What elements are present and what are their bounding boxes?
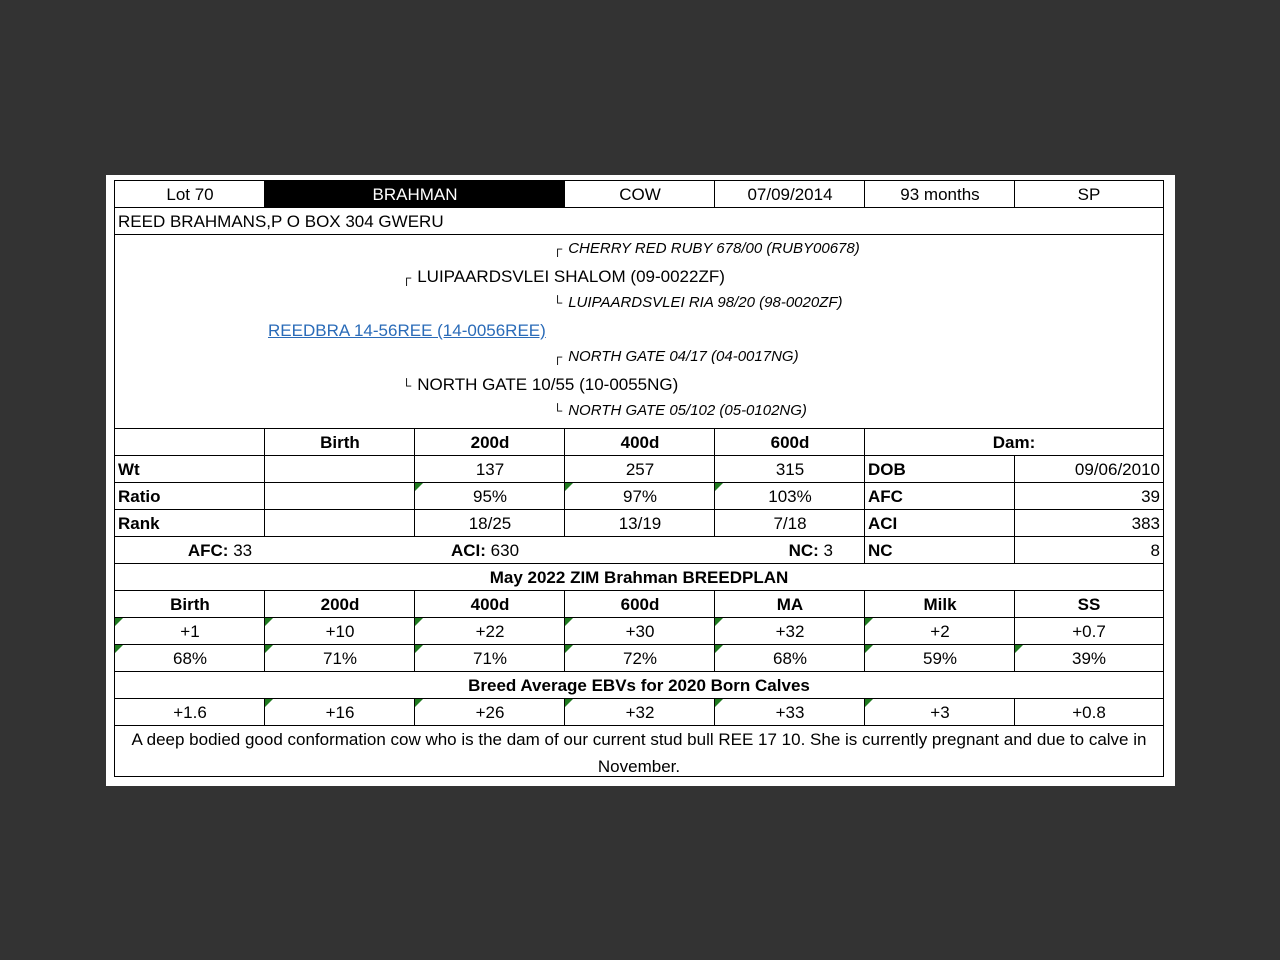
comment-flag-icon[interactable] bbox=[565, 483, 573, 491]
pedigree-sire bbox=[402, 267, 725, 287]
breedplan-title: May 2022 ZIM Brahman BREEDPLAN bbox=[489, 567, 789, 587]
perf-row-label: Rank bbox=[118, 513, 160, 533]
comment-flag-icon[interactable] bbox=[1015, 645, 1023, 653]
grid-line bbox=[564, 181, 565, 208]
breed-average-value: +16 bbox=[325, 702, 355, 722]
perf-cell bbox=[265, 456, 415, 483]
grid-line bbox=[115, 563, 1163, 564]
pedigree-sire-dam bbox=[553, 294, 843, 311]
breed-average-value: +3 bbox=[930, 702, 950, 722]
comment-flag-icon[interactable] bbox=[415, 618, 423, 626]
bracket-bottom-icon: └ bbox=[402, 378, 412, 393]
ebv-accuracy: 68% bbox=[772, 648, 808, 668]
grid-line bbox=[1014, 456, 1015, 564]
grid-line bbox=[864, 429, 865, 564]
ebv-value: +1 bbox=[180, 621, 200, 641]
comment-flag-icon[interactable] bbox=[415, 645, 423, 653]
ebv-col-header: Birth bbox=[170, 594, 210, 614]
lot-number: Lot 70 bbox=[166, 184, 214, 204]
grid-line bbox=[864, 591, 865, 672]
breed-average-value: +0.8 bbox=[1072, 702, 1106, 722]
perf-col-400d: 400d bbox=[620, 432, 660, 452]
ebv-value: +32 bbox=[775, 621, 805, 641]
cow-nc: NC: 3 bbox=[788, 540, 833, 560]
perf-cell: 18/25 bbox=[468, 513, 512, 533]
sex-label: COW bbox=[619, 184, 661, 204]
grid-line bbox=[115, 207, 1163, 208]
ebv-value: +30 bbox=[625, 621, 655, 641]
perf-cell: 103% bbox=[768, 486, 812, 506]
grid-line bbox=[115, 482, 1163, 483]
dam-info-label: DOB bbox=[868, 459, 906, 479]
ebv-col-header: 400d bbox=[470, 594, 510, 614]
dam-sire-name: NORTH GATE 04/17 (04-0017NG) bbox=[568, 348, 799, 365]
comment-flag-icon[interactable] bbox=[265, 699, 273, 707]
grid-line bbox=[115, 725, 1163, 726]
ebv-col-header: Milk bbox=[923, 594, 957, 614]
animal-name-link[interactable]: REEDBRA 14-56REE (14-0056REE) bbox=[268, 321, 546, 340]
grid-line bbox=[714, 181, 715, 208]
perf-row-label: Wt bbox=[118, 459, 140, 479]
perf-col-birth: Birth bbox=[320, 432, 360, 452]
grid-line bbox=[414, 591, 415, 672]
comment-flag-icon[interactable] bbox=[265, 645, 273, 653]
comment-flag-icon[interactable] bbox=[865, 618, 873, 626]
pedigree-dam-dam bbox=[553, 402, 807, 419]
perf-cell: 13/19 bbox=[618, 513, 662, 533]
comment-flag-icon[interactable] bbox=[865, 699, 873, 707]
comment-flag-icon[interactable] bbox=[715, 483, 723, 491]
comment-flag-icon[interactable] bbox=[715, 618, 723, 626]
dam-info-title: Dam: bbox=[992, 432, 1036, 452]
ebv-value: +0.7 bbox=[1072, 621, 1106, 641]
ebv-col-header: 600d bbox=[620, 594, 660, 614]
dam-info-label: AFC bbox=[868, 486, 903, 506]
dam-name: NORTH GATE 10/55 (10-0055NG) bbox=[417, 375, 679, 394]
comment-flag-icon[interactable] bbox=[715, 699, 723, 707]
perf-cell: 7/18 bbox=[773, 513, 807, 533]
ebv-accuracy: 71% bbox=[322, 648, 358, 668]
dam-info-value: 383 bbox=[1131, 513, 1160, 533]
age-label: 93 months bbox=[900, 184, 980, 204]
comment-flag-icon[interactable] bbox=[565, 645, 573, 653]
pedigree-dam bbox=[402, 375, 678, 395]
bracket-bottom-icon: └ bbox=[553, 403, 563, 418]
dam-info-label: NC bbox=[868, 540, 893, 560]
perf-cell: 95% bbox=[472, 486, 508, 506]
comment-flag-icon[interactable] bbox=[115, 645, 123, 653]
grid-line bbox=[115, 509, 1163, 510]
breed-label: BRAHMAN bbox=[265, 181, 565, 208]
perf-col-200d: 200d bbox=[470, 432, 510, 452]
ebv-accuracy: 71% bbox=[472, 648, 508, 668]
lot-sheet bbox=[106, 175, 1175, 786]
grid-line bbox=[564, 591, 565, 672]
cow-afc: AFC: 33 bbox=[187, 540, 253, 560]
ebv-value: +22 bbox=[475, 621, 505, 641]
grid-line bbox=[115, 428, 1163, 429]
comment-flag-icon[interactable] bbox=[565, 699, 573, 707]
grid-line bbox=[115, 590, 1163, 591]
breed-average-value: +32 bbox=[625, 702, 655, 722]
ebv-col-header: SS bbox=[1077, 594, 1101, 614]
dam-info-label: ACI bbox=[868, 513, 898, 533]
comment-flag-icon[interactable] bbox=[415, 699, 423, 707]
bracket-bottom-icon: └ bbox=[553, 295, 563, 310]
grid-line bbox=[864, 181, 865, 208]
comment-flag-icon[interactable] bbox=[115, 618, 123, 626]
perf-cell: 315 bbox=[775, 459, 805, 479]
bracket-top-icon: ┌ bbox=[402, 270, 412, 285]
bracket-top-icon: ┌ bbox=[553, 349, 563, 364]
sire-name: LUIPAARDSVLEI SHALOM (09-0022ZF) bbox=[417, 267, 725, 286]
perf-cell: 97% bbox=[622, 486, 658, 506]
perf-cell bbox=[265, 510, 415, 537]
comment-flag-icon[interactable] bbox=[565, 618, 573, 626]
pedigree-sire-sire bbox=[553, 240, 860, 257]
breed-average-title: Breed Average EBVs for 2020 Born Calves bbox=[468, 675, 810, 695]
grid-line bbox=[264, 591, 265, 672]
ebv-accuracy: 68% bbox=[172, 648, 208, 668]
ebv-col-header: MA bbox=[776, 594, 804, 614]
ebv-accuracy: 39% bbox=[1071, 648, 1107, 668]
perf-col-600d: 600d bbox=[770, 432, 810, 452]
bracket-top-icon: ┌ bbox=[553, 241, 563, 256]
sire-sire-name: CHERRY RED RUBY 678/00 (RUBY00678) bbox=[568, 240, 860, 257]
ebv-value: +2 bbox=[930, 621, 950, 641]
perf-cell: 137 bbox=[475, 459, 505, 479]
grid-line bbox=[264, 181, 265, 208]
grid-line bbox=[714, 591, 715, 672]
breeder-address: REED BRAHMANS,P O BOX 304 GWERU bbox=[118, 211, 444, 231]
perf-row-label: Ratio bbox=[118, 486, 161, 506]
grid-line bbox=[1014, 591, 1015, 672]
ebv-col-header: 200d bbox=[320, 594, 360, 614]
breed-average-value: +26 bbox=[475, 702, 505, 722]
dam-dam-name: NORTH GATE 05/102 (05-0102NG) bbox=[568, 402, 807, 419]
perf-cell bbox=[265, 483, 415, 510]
dam-info-value: 39 bbox=[1141, 486, 1160, 506]
comment-flag-icon[interactable] bbox=[865, 645, 873, 653]
ebv-value: +10 bbox=[325, 621, 355, 641]
ebv-accuracy: 59% bbox=[922, 648, 958, 668]
grid-line bbox=[1014, 699, 1015, 726]
status-label: SP bbox=[1077, 184, 1101, 204]
grid-line bbox=[115, 234, 1163, 235]
pedigree-dam-sire bbox=[553, 348, 799, 365]
grid-line bbox=[115, 671, 1163, 672]
breed-average-value: +1.6 bbox=[173, 702, 207, 722]
perf-cell: 257 bbox=[625, 459, 655, 479]
dam-info-value: 09/06/2010 bbox=[1074, 459, 1160, 479]
sire-dam-name: LUIPAARDSVLEI RIA 98/20 (98-0020ZF) bbox=[568, 294, 843, 311]
lot-table bbox=[114, 180, 1164, 777]
grid-line bbox=[1014, 181, 1015, 208]
birth-date: 07/09/2014 bbox=[747, 184, 833, 204]
comment-flag-icon[interactable] bbox=[265, 618, 273, 626]
ebv-accuracy: 72% bbox=[622, 648, 658, 668]
lot-comment: A deep bodied good conformation cow who is the dam of our current stud bull REE 17 10. She is currently pregnant and due to calve in November. bbox=[131, 730, 1147, 776]
grid-line bbox=[115, 455, 1163, 456]
grid-line bbox=[264, 429, 265, 537]
dam-info-value: 8 bbox=[1150, 540, 1160, 560]
cow-aci: ACI: 630 bbox=[450, 540, 520, 560]
breed-average-value: +33 bbox=[775, 702, 805, 722]
grid-line bbox=[115, 536, 1163, 537]
comment-flag-icon[interactable] bbox=[415, 483, 423, 491]
comment-flag-icon[interactable] bbox=[715, 645, 723, 653]
